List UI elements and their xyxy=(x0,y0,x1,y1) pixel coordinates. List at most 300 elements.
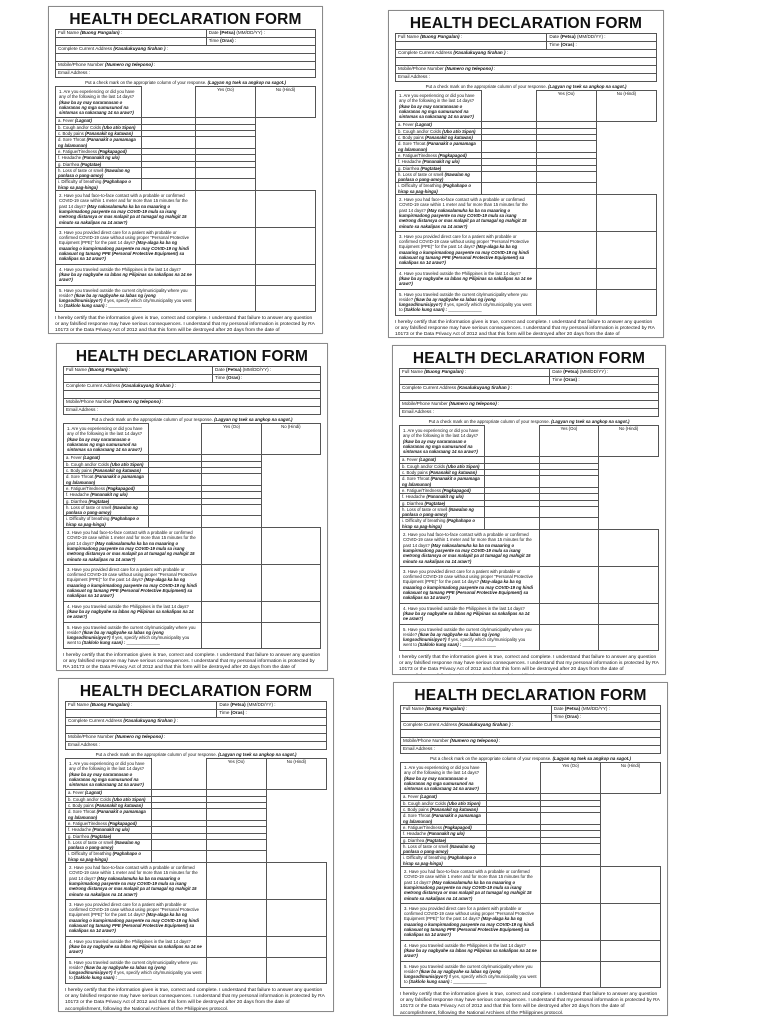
date-field[interactable] xyxy=(550,369,659,377)
symptom-no-box[interactable] xyxy=(541,843,601,855)
address-label: Complete Current Address xyxy=(66,383,121,388)
time-field[interactable]: Time (Oras) : xyxy=(550,377,659,385)
question-4 xyxy=(396,268,537,289)
mobile-field[interactable]: Mobile/Phone Number (Numero ng telepono) : xyxy=(396,66,657,74)
full-name-blank[interactable] xyxy=(396,42,547,50)
symptom-name-tl: (Pagkapagod) xyxy=(98,148,127,154)
question-2-no-box[interactable] xyxy=(256,191,316,228)
symptom-label xyxy=(396,128,482,134)
question-5: 5. Have you traveled outside the current city/municipality where you reside? (Ikaw ba ay nagbyahe sa labas ng iyong lungsod/munisipyo?) If yes, specify which city/municipality you went to (Saklolo kung saan) : ______________ xyxy=(66,957,207,983)
symptom-yes-box[interactable] xyxy=(141,179,195,191)
form-title: HEALTH DECLARATION FORM xyxy=(79,683,313,700)
question-4-no-box[interactable] xyxy=(601,940,661,961)
symptom-name: d. Sore Throat xyxy=(403,813,431,819)
date-format: (MM/DD/YY) : xyxy=(579,369,609,374)
symptom-name: d. Sore Throat xyxy=(68,809,96,815)
symptom-yes-box[interactable] xyxy=(152,851,206,863)
symptom-no-box[interactable] xyxy=(541,813,601,825)
question-5-row xyxy=(396,289,657,315)
question-5-text-2-tl: (Saklolo kung saan) : xyxy=(418,642,462,648)
symptom-no-box[interactable] xyxy=(539,476,599,488)
symptom-label xyxy=(401,813,487,825)
mobile-field[interactable]: Mobile/Phone Number (Numero ng telepono) : xyxy=(400,401,659,409)
email-field[interactable] xyxy=(396,74,657,82)
question-2-text-tl: (May nakasalamuha ka ba na maaaring o kumpirmadong pasyente na may COVID-19 mula sa isang metrong distansya or mas malapit pa at tumagal ng mahigit 15 minuto sa nakalipas na 14 araw?) xyxy=(404,879,532,901)
date-format: (MM/DD/YY) : xyxy=(576,34,606,39)
question-3-row xyxy=(401,903,661,940)
address-label-tl: (Kasalukuyang tirahan ) xyxy=(457,385,510,390)
instruction-text: Put a check mark on the appropriate column of your response. xyxy=(430,756,552,761)
address-label-tl: (Kasalukuyang tirahan ) xyxy=(121,383,174,388)
symptom-yes-box[interactable] xyxy=(152,839,206,851)
symptom-yes-box[interactable] xyxy=(486,843,540,855)
question-2-yes-box[interactable] xyxy=(536,195,596,232)
question-1-text-tl: (Ikaw ba ay may nararanasan o nakaranas ng mga sumusunod na sintomas sa nakaraang 14 na araw?) xyxy=(403,438,478,455)
symptom-yes-box[interactable] xyxy=(485,476,539,488)
date-label: Date xyxy=(208,30,219,35)
address-field[interactable]: Complete Current Address (Kasalukuyang tirahan ) : xyxy=(396,50,657,58)
address-field[interactable]: Complete Current Address (Kasalukuyang tirahan ) : xyxy=(66,718,327,726)
symptom-yes-box[interactable] xyxy=(485,518,539,530)
personal-info-table xyxy=(55,29,316,78)
address-field[interactable]: Complete Current Address (Kasalukuyang tirahan ) : xyxy=(64,383,321,391)
question-5-text-tl: (Ikaw ba ay nagbyahe sa labas ng iyong lungsod/munisipyo?) xyxy=(59,292,156,304)
health-declaration-form xyxy=(392,345,666,675)
date-field[interactable] xyxy=(213,367,321,375)
symptom-row xyxy=(396,171,657,183)
question-3-no-box[interactable] xyxy=(596,231,656,268)
symptom-name: i. Difficulty of breathing xyxy=(58,179,102,185)
symptom-name: i. Difficulty of breathing xyxy=(68,851,112,857)
question-3-yes-box[interactable] xyxy=(539,566,599,603)
symptom-yes-box[interactable] xyxy=(482,171,536,183)
symptom-no-box[interactable] xyxy=(536,183,596,195)
symptom-name: a. Fever xyxy=(402,457,418,463)
symptom-name-tl: (Lagnat) xyxy=(74,118,92,124)
question-4-no-box[interactable] xyxy=(261,601,320,622)
mobile-label-tl: (Numero ng telepono) xyxy=(115,734,163,739)
mobile-label: Mobile/Phone Number xyxy=(68,734,114,739)
question-3-row xyxy=(396,231,657,268)
form-title: HEALTH DECLARATION FORM xyxy=(414,687,647,704)
symptom-name: d. Sore Throat xyxy=(402,476,430,482)
symptom-name-tl: (Pananakit ng katawan) xyxy=(430,807,478,813)
mobile-field[interactable]: Mobile/Phone Number (Numero ng telepono) : xyxy=(64,399,321,407)
question-5-text-2: If yes, specify which city/municipality you went to xyxy=(404,974,537,985)
symptom-row xyxy=(400,476,659,488)
question-4-text: 4. Have you traveled outside the Philippines in the last 14 days? xyxy=(67,603,189,609)
question-3-yes-box[interactable] xyxy=(541,903,601,940)
symptom-no-box[interactable] xyxy=(536,171,596,183)
symptom-no-box[interactable] xyxy=(196,167,256,179)
question-5-text: 5. Have you traveled outside the current city/municipality where you reside? xyxy=(403,626,532,637)
question-5-text-2-tl: (Saklolo kung saan) : xyxy=(82,640,126,646)
question-2-yes-box[interactable] xyxy=(196,191,256,228)
symptom-yes-box[interactable] xyxy=(152,809,206,821)
question-2-yes-box[interactable] xyxy=(206,863,266,900)
full-name-field[interactable]: Full Name (Buong Pangalan) : xyxy=(400,369,550,377)
health-declaration-form xyxy=(393,682,668,1016)
question-1 xyxy=(56,87,142,118)
question-4-yes-box[interactable] xyxy=(206,936,266,957)
symptom-no-box[interactable] xyxy=(206,839,266,851)
symptom-name: b. Cough and/or Colds xyxy=(403,800,446,806)
symptom-label xyxy=(401,855,487,867)
symptom-no-box[interactable] xyxy=(202,504,261,516)
question-4-yes-box[interactable] xyxy=(541,940,601,961)
question-5-no-box[interactable] xyxy=(601,961,661,987)
question-4-row xyxy=(401,940,661,961)
question-5: 5. Have you traveled outside the current city/municipality where you reside? (Ikaw ba ay nagbyahe sa labas ng iyong lungsod/munisipyo?) If yes, specify which city/municipality you went to (Saklolo kung saan) : ______________ xyxy=(400,624,540,650)
question-2 xyxy=(400,530,540,567)
question-4-text: 4. Have you traveled outside the Philippines in the last 14 days? xyxy=(59,266,181,272)
mobile-label-tl: (Numero ng telepono) xyxy=(450,738,498,743)
symptom-name-tl: (Nawalan ng panlasa o pang-amoy) xyxy=(402,506,474,518)
full-name-field[interactable]: Full Name (Buong Pangalan) : xyxy=(396,34,547,42)
symptom-yes-box[interactable] xyxy=(482,141,536,153)
symptom-name: g. Diarrhea xyxy=(398,165,420,171)
question-5-text-2-tl: (Saklolo kung saan) : xyxy=(63,303,108,309)
question-5-no-box[interactable] xyxy=(599,624,659,650)
question-3-no-box[interactable] xyxy=(599,566,659,603)
question-2-text-tl: (May nakasalamuha ka ba na maaaring o kumpirmadong pasyente na may COVID-19 mula sa isang metrong distansya or mas malapit pa at tumagal ng mahigit 15 minuto sa nakalipas na 14 araw?) xyxy=(399,207,527,229)
question-1-text: 1. Are you experiencing or did you have any of the following in the last 14 days? xyxy=(404,765,480,776)
question-2-yes-box[interactable] xyxy=(539,530,599,567)
mobile-field[interactable]: Mobile/Phone Number (Numero ng telepono) : xyxy=(66,734,327,742)
symptom-label xyxy=(64,468,149,474)
question-5-no-box[interactable] xyxy=(596,289,656,315)
date-field[interactable] xyxy=(217,702,327,710)
question-2-no-box[interactable] xyxy=(266,863,326,900)
symptom-yes-box[interactable] xyxy=(148,474,202,486)
mobile-field[interactable]: Mobile/Phone Number (Numero ng telepono) : xyxy=(56,62,316,70)
symptom-yes-box[interactable] xyxy=(141,137,195,149)
symptom-name-tl: (Pananakit ng katawan) xyxy=(93,468,141,474)
symptom-no-box[interactable] xyxy=(196,137,256,149)
symptom-name: b. Cough and/or Colds xyxy=(58,124,101,130)
question-3-yes-box[interactable] xyxy=(196,227,256,264)
question-4-yes-box[interactable] xyxy=(536,268,596,289)
question-2-yes-box[interactable] xyxy=(541,867,601,904)
question-5-text-2: If yes, specify which city/municipality you went to xyxy=(399,302,532,313)
question-4 xyxy=(401,940,541,961)
symptom-no-box[interactable] xyxy=(539,506,599,518)
question-4-text-tl: (Ikaw ba ay nagbyahe sa labas ng Pilipinas sa nakalipas na 14 ne araw?) xyxy=(67,608,194,620)
question-4-no-box[interactable] xyxy=(266,936,326,957)
question-3-text: 3. Have you provided direct care for a patient with probable or confirmed COVID-19 case without using proper "Personal Protective Equipment (PPE)" for the past 14 days? xyxy=(399,233,530,250)
question-2-no-box[interactable] xyxy=(601,867,661,904)
symptom-name-tl: (Pananakit ng ulo) xyxy=(92,827,130,833)
no-column-header: No (Hindi) xyxy=(261,424,320,455)
symptom-label xyxy=(401,843,487,855)
question-2-no-box[interactable] xyxy=(599,530,659,567)
instruction xyxy=(395,84,657,89)
question-5-no-box[interactable] xyxy=(256,285,316,311)
symptom-label xyxy=(401,807,487,813)
symptom-name: e. Fatigue/Tiredness xyxy=(398,152,438,158)
full-name-field[interactable]: Full Name (Buong Pangalan) : xyxy=(66,702,217,710)
symptom-yes-box[interactable] xyxy=(482,183,536,195)
question-2-no-box[interactable] xyxy=(261,528,320,565)
address-label: Complete Current Address xyxy=(58,46,113,51)
question-3 xyxy=(64,564,202,601)
form-title: HEALTH DECLARATION FORM xyxy=(75,348,309,365)
symptom-name-tl: (Pananakit o pamamaga ng lalamunan) xyxy=(68,809,146,820)
symptom-name-tl: (Pananakit ng ulo) xyxy=(426,494,464,500)
symptom-name-tl: (Pagkapagod) xyxy=(106,485,135,491)
address-label-tl: (Kasalukuyang tirahan ) xyxy=(123,718,176,723)
symptom-no-box[interactable] xyxy=(541,855,601,867)
full-name-blank[interactable] xyxy=(401,714,552,722)
symptom-no-box[interactable] xyxy=(196,179,256,191)
question-2-yes-box[interactable] xyxy=(202,528,261,565)
symptom-no-box[interactable] xyxy=(536,141,596,153)
symptom-name-tl: (Pagkapagod) xyxy=(438,152,467,158)
date-field[interactable] xyxy=(206,30,315,38)
question-5-yes-box[interactable] xyxy=(196,285,256,311)
symptom-name: g. Diarrhea xyxy=(58,161,80,167)
symptom-name-tl: (Pagtatae) xyxy=(420,165,442,171)
time-label-tl: (Oras) xyxy=(220,38,234,43)
question-4-yes-box[interactable] xyxy=(202,601,261,622)
question-1-text-tl: (Ikaw ba ay may nararanasan o nakaranas ng mga sumusunod na sintomas sa nakaraang 14 na araw?) xyxy=(69,771,144,788)
symptom-name: c. Body pains xyxy=(398,135,424,141)
question-4-no-box[interactable] xyxy=(256,264,316,285)
full-name-blank[interactable] xyxy=(56,38,207,46)
certification-text: I hereby certify that the information given is true, correct and complete. I understand that failure to answer any question or any falsified response may have serious consequences. I understand that my personal information is protected by RA 10173 or the Data Privacy Act of 2012 and that this form will be destroyed after 20 days from the date of accomplishment, following the National Archives of the Philippines protocol. xyxy=(400,991,660,1016)
question-1-text-tl: (Ikaw ba ay may nararanasan o nakaranas ng mga sumusunod na sintomas sa nakaraang 14 na araw?) xyxy=(59,99,134,116)
symptom-row xyxy=(400,506,659,518)
date-label-tl: (Petsa) xyxy=(230,702,246,707)
symptom-label xyxy=(64,504,149,516)
question-3-yes-box[interactable] xyxy=(202,564,261,601)
email-field[interactable] xyxy=(400,409,659,417)
questions-table xyxy=(65,758,327,984)
time-label: Time xyxy=(552,377,563,382)
question-3-row xyxy=(66,899,327,936)
question-5-yes-box[interactable] xyxy=(202,622,261,648)
mobile-field[interactable]: Mobile/Phone Number (Numero ng telepono) : xyxy=(401,738,661,746)
full-name-label-tl: (Buong Pangalan) xyxy=(420,34,460,39)
date-label: Date xyxy=(215,367,225,372)
time-field[interactable]: Time (Oras) : xyxy=(551,714,660,722)
question-2-row xyxy=(56,191,316,228)
question-5: 5. Have you traveled outside the current city/municipality where you reside? (Ikaw ba ay nagbyahe sa labas ng iyong lungsod/munisipyo?) If yes, specify which city/municipality you went to (Saklolo kung saan) : ______________ xyxy=(396,289,537,315)
address-blank[interactable] xyxy=(396,58,657,66)
address-field[interactable]: Complete Current Address (Kasalukuyang tirahan ) : xyxy=(401,722,661,730)
symptom-name: a. Fever xyxy=(398,122,414,128)
symptom-label xyxy=(396,141,482,153)
symptom-yes-box[interactable] xyxy=(486,813,540,825)
question-2-text-tl: (May nakasalamuha ka ba na maaaring o kumpirmadong pasyente na may COVID-19 mula sa isang metrong distansya or mas malapit pa at tumagal ng mahigit 15 minuto sa nakalipas na 14 araw?) xyxy=(59,203,187,225)
date-label: Date xyxy=(553,706,564,711)
question-4-row xyxy=(66,936,327,957)
time-field[interactable]: Time (Oras) : xyxy=(547,42,657,50)
address-blank[interactable] xyxy=(66,726,327,734)
symptom-label xyxy=(400,518,485,530)
personal-info-table xyxy=(399,368,659,417)
question-4-no-box[interactable] xyxy=(599,603,659,624)
question-2-row xyxy=(64,528,321,565)
full-name-label-tl: (Buong Pangalan) xyxy=(425,706,465,711)
mobile-label: Mobile/Phone Number xyxy=(403,738,449,743)
question-3-no-box[interactable] xyxy=(261,564,320,601)
time-field[interactable]: Time (Oras) : xyxy=(206,38,315,46)
symptom-name-tl: (Lagnat) xyxy=(414,122,432,128)
symptom-name-tl: (Nawalan ng panlasa o pang-amoy) xyxy=(398,171,470,183)
symptom-row xyxy=(66,809,327,821)
question-5-yes-box[interactable] xyxy=(206,957,266,983)
time-label-tl: (Oras) xyxy=(560,42,575,47)
symptom-yes-box[interactable] xyxy=(486,855,540,867)
symptom-name-tl: (Pananakit ng ulo) xyxy=(90,492,128,498)
symptom-yes-box[interactable] xyxy=(148,504,202,516)
symptom-name: i. Difficulty of breathing xyxy=(66,516,110,522)
email-label: Email Address : xyxy=(402,409,434,414)
question-2-text: 2. Have you had face-to-face contact with a probable or confirmed COVID-19 case within 1 meter and for more than 15 minutes for the past 14 days? xyxy=(67,530,196,546)
question-2-text-tl: (May nakasalamuha ka ba na maaaring o kumpirmadong pasyente na may COVID-19 mula sa isang metrong distansya or mas malapit pa at tumagal ng mahigit 15 minuto sa nakalipas na 14 araw?) xyxy=(403,542,531,564)
certification-text: I hereby certify that the information given is true, correct and complete. I understand that failure to answer any question or any falsified response may have serious consequences. I understand that my personal information is protected by RA 10173 or the Data Privacy Act of 2012 and that this form will be destroyed after 20 days from the date of xyxy=(63,652,321,671)
email-label: Email Address : xyxy=(398,74,430,79)
form-title: HEALTH DECLARATION FORM xyxy=(412,350,646,367)
email-field[interactable] xyxy=(56,70,316,78)
address-blank[interactable] xyxy=(64,391,321,399)
question-3-yes-box[interactable] xyxy=(206,899,266,936)
personal-info-table xyxy=(395,33,657,82)
date-field[interactable] xyxy=(551,706,660,714)
question-2-row xyxy=(66,863,327,900)
symptom-yes-box[interactable] xyxy=(141,167,195,179)
form-title: HEALTH DECLARATION FORM xyxy=(69,11,302,28)
form-title: HEALTH DECLARATION FORM xyxy=(409,15,643,32)
question-2-no-box[interactable] xyxy=(596,195,656,232)
question-5-yes-box[interactable] xyxy=(539,624,599,650)
instruction xyxy=(55,80,316,85)
date-format: (MM/DD/YY) : xyxy=(242,367,272,372)
question-2-text: 2. Have you had face-to-face contact with a probable or confirmed COVID-19 case within 1 meter and for more than 15 minutes for the past 14 days? xyxy=(403,532,532,548)
date-label-tl: (Petsa) xyxy=(564,706,581,711)
symptom-no-box[interactable] xyxy=(202,516,261,528)
questions-table xyxy=(63,423,321,649)
address-blank[interactable] xyxy=(401,730,661,738)
symptom-name-tl: (Nawalan ng panlasa o pang-amoy) xyxy=(403,843,475,855)
question-5-text-2: If yes, specify which city/municipality you went to xyxy=(403,637,526,648)
question-4-yes-box[interactable] xyxy=(539,603,599,624)
symptom-no-box[interactable] xyxy=(202,474,261,486)
address-blank[interactable] xyxy=(400,393,659,401)
full-name-field[interactable]: Full Name (Buong Pangalan) : xyxy=(64,367,213,375)
time-field[interactable]: Time (Oras) : xyxy=(217,710,327,718)
symptom-yes-box[interactable] xyxy=(148,516,202,528)
email-field[interactable] xyxy=(64,407,321,415)
no-column-header: No (Hindi) xyxy=(256,87,316,118)
question-5-text: 5. Have you traveled outside the current city/municipality where you reside? xyxy=(404,963,533,974)
question-4-text-tl: (Ikaw ba ay nagbyahe sa labas ng Pilipinas sa nakalipas na 14 ne araw?) xyxy=(404,947,537,959)
full-name-blank[interactable] xyxy=(66,710,217,718)
question-4-yes-box[interactable] xyxy=(196,264,256,285)
time-field[interactable]: Time (Oras) : xyxy=(213,375,321,383)
time-label-tl: (Oras) xyxy=(226,375,240,380)
health-declaration-form xyxy=(48,6,323,334)
symptom-name-tl: (Pagtatae) xyxy=(90,833,112,839)
instruction-text-tl: (Lagyan ng tsek sa angkop na sagot.) xyxy=(552,756,631,761)
question-5-text-2: If yes, specify which city/municipality you went to xyxy=(59,298,192,309)
question-3-yes-box[interactable] xyxy=(536,231,596,268)
symptom-name: f. Headache xyxy=(402,494,426,500)
date-field[interactable] xyxy=(547,34,657,42)
question-1 xyxy=(66,759,152,790)
question-5-text: 5. Have you traveled outside the current city/municipality where you reside? xyxy=(399,291,528,302)
symptom-name-tl: (Pananakit ng katawan) xyxy=(425,135,473,141)
question-4-text-tl: (Ikaw ba ay nagbyahe sa labas ng Pilipinas sa nakalipas na 14 ne araw?) xyxy=(399,275,532,287)
instruction-text-tl: (Lagyan ng tsek sa angkop na sagot.) xyxy=(207,80,286,85)
question-4-text: 4. Have you traveled outside the Philippines in the last 14 days? xyxy=(403,605,525,611)
symptom-yes-box[interactable] xyxy=(485,506,539,518)
full-name-field[interactable]: Full Name (Buong Pangalan) : xyxy=(401,706,552,714)
symptom-no-box[interactable] xyxy=(206,809,266,821)
question-5-yes-box[interactable] xyxy=(541,961,601,987)
address-blank[interactable] xyxy=(56,54,316,62)
symptom-row xyxy=(64,516,321,528)
symptom-no-box[interactable] xyxy=(206,851,266,863)
date-label-tl: (Petsa) xyxy=(219,30,236,35)
question-2-row xyxy=(401,867,661,904)
question-4-no-box[interactable] xyxy=(596,268,656,289)
question-5-yes-box[interactable] xyxy=(536,289,596,315)
time-label: Time xyxy=(549,42,560,47)
full-name-field[interactable]: Full Name (Buong Pangalan) : xyxy=(56,30,207,38)
question-3 xyxy=(400,566,540,603)
symptom-name: f. Headache xyxy=(66,492,90,498)
mobile-label: Mobile/Phone Number xyxy=(402,401,448,406)
symptom-name-tl: (Pananakit o pamamaga ng lalamunan) xyxy=(58,137,136,148)
email-field[interactable] xyxy=(401,746,661,754)
date-label: Date xyxy=(552,369,562,374)
question-4-row xyxy=(56,264,316,285)
mobile-label-tl: (Numero ng telepono) xyxy=(445,66,493,71)
question-1-text: 1. Are you experiencing or did you have any of the following in the last 14 days? xyxy=(67,426,143,437)
question-5-no-box[interactable] xyxy=(261,622,320,648)
question-5-no-box[interactable] xyxy=(266,957,326,983)
instruction xyxy=(65,752,327,757)
address-field[interactable]: Complete Current Address (Kasalukuyang tirahan ) : xyxy=(56,46,316,54)
symptom-name-tl: (Pagkapagod) xyxy=(108,820,137,826)
symptom-row xyxy=(56,179,316,191)
question-3-no-box[interactable] xyxy=(256,227,316,264)
address-field[interactable]: Complete Current Address (Kasalukuyang tirahan ) : xyxy=(400,385,659,393)
symptom-name-tl: (Lagnat) xyxy=(418,457,436,463)
email-field[interactable] xyxy=(66,742,327,750)
question-3-no-box[interactable] xyxy=(266,899,326,936)
symptom-name-tl: (Nawalan ng panlasa o pang-amoy) xyxy=(68,839,140,851)
symptom-name: b. Cough and/or Colds xyxy=(398,128,441,134)
question-2 xyxy=(396,195,537,232)
symptom-name: h. Loss of taste or smell xyxy=(68,839,114,845)
symptom-row xyxy=(396,183,657,195)
symptom-name-tl: (Pananakit ng ulo) xyxy=(427,831,465,837)
question-3-no-box[interactable] xyxy=(601,903,661,940)
instruction xyxy=(399,419,659,424)
symptom-name: c. Body pains xyxy=(66,468,92,474)
full-name-blank[interactable] xyxy=(400,377,550,385)
question-2-row xyxy=(396,195,657,232)
symptom-no-box[interactable] xyxy=(539,518,599,530)
question-1-text: 1. Are you experiencing or did you have any of the following in the last 14 days? xyxy=(59,89,135,100)
symptom-name: f. Headache xyxy=(398,159,422,165)
full-name-blank[interactable] xyxy=(64,375,213,383)
question-5-text: 5. Have you traveled outside the current city/municipality where you reside? xyxy=(67,624,196,635)
symptom-row xyxy=(64,504,321,516)
